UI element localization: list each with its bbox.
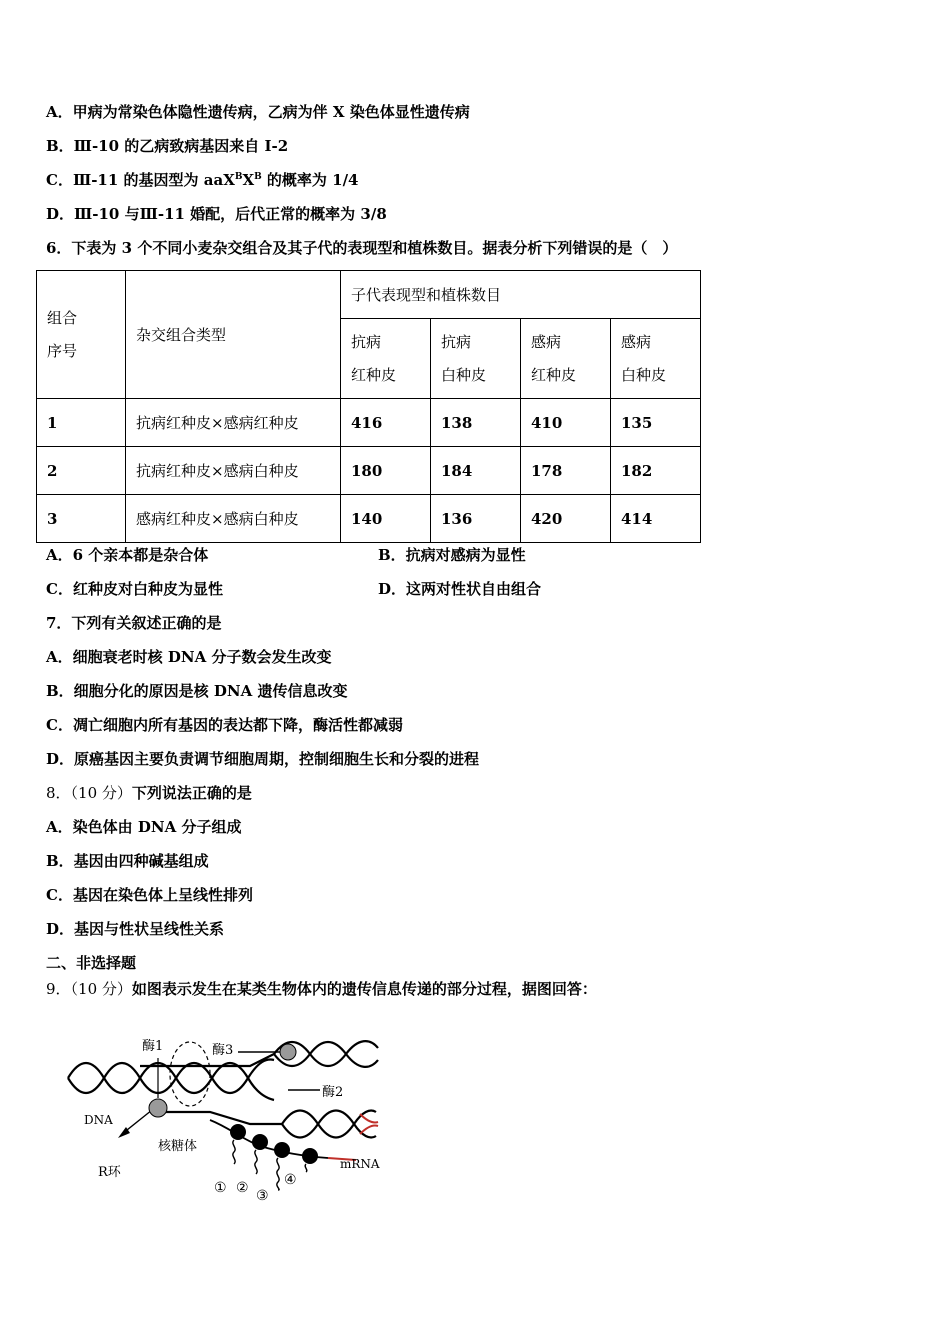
row-value: 410	[521, 399, 611, 447]
row-value: 420	[521, 495, 611, 543]
row-value: 180	[341, 447, 431, 495]
row-value: 184	[431, 447, 521, 495]
q7-option-c: C．凋亡细胞内所有基因的表达都下降，酶活性都减弱	[46, 716, 403, 734]
row-value: 416	[341, 399, 431, 447]
q8-option-a: A．染色体由 DNA 分子组成	[46, 818, 242, 836]
row-cross-type: 抗病红种皮×感病白种皮	[126, 447, 341, 495]
dna-helix-left	[68, 1063, 176, 1093]
table-row	[37, 495, 701, 543]
table-row	[37, 447, 701, 495]
row-value: 140	[341, 495, 431, 543]
label-dna: DNA	[84, 1113, 113, 1127]
row-value: 178	[521, 447, 611, 495]
row-cross-type: 抗病红种皮×感病红种皮	[126, 399, 341, 447]
q7-stem: 7．下列有关叙述正确的是	[46, 614, 222, 632]
header-cross-type: 杂交组合类型	[126, 271, 341, 399]
enzyme1-blob	[149, 1099, 167, 1117]
ribosome	[252, 1134, 268, 1150]
table-row	[37, 399, 701, 447]
polypeptide-chain	[233, 1140, 235, 1164]
q5-option-c: C．Ⅲ-11 的基因型为 $aaX^BX^B$ 的概率为 1/4	[46, 171, 359, 189]
label-ribosome: 核糖体	[158, 1139, 198, 1154]
label-chain-1: ①	[214, 1180, 227, 1196]
label-chain-3: ③	[256, 1188, 269, 1204]
q6-stem: 6．下表为 3 个不同小麦杂交组合及其子代的表现型和植株数目。据表分析下列错误的是（ ）	[46, 239, 678, 257]
subheader-cell: 感病 红种皮	[521, 319, 611, 399]
q6-option-b: B．抗病对感病为显性	[378, 546, 526, 564]
label-chain-4: ④	[284, 1172, 297, 1188]
q8-option-c: C．基因在染色体上呈线性排列	[46, 886, 253, 904]
r-loop-highlight	[170, 1042, 210, 1106]
q8-option-d: D．基因与性状呈线性关系	[46, 920, 225, 938]
gene-expression-figure	[60, 1028, 390, 1208]
polypeptide-chain	[277, 1158, 279, 1190]
subheader-cell: 抗病 白种皮	[431, 319, 521, 399]
label-enzyme3: 酶3	[212, 1043, 234, 1058]
q5-option-d: D．Ⅲ-10 与Ⅲ-11 婚配，后代正常的概率为 3/8	[46, 205, 387, 223]
q5-option-b: B．Ⅲ-10 的乙病致病基因来自 I-2	[46, 137, 289, 155]
header-group-number: 组合 序号	[37, 271, 126, 399]
polypeptide-chain	[255, 1150, 257, 1174]
label-r-loop: R环	[98, 1165, 121, 1180]
subheader-cell: 感病 白种皮	[611, 319, 701, 399]
header-offspring: 子代表现型和植株数目	[341, 271, 701, 319]
ribosome	[230, 1124, 246, 1140]
dna-helix-accent	[360, 1114, 378, 1123]
q6-option-c: C．红种皮对白种皮为显性	[46, 580, 223, 598]
q6-option-a: A．6 个亲本都是杂合体	[46, 546, 209, 564]
row-value: 414	[611, 495, 701, 543]
q8-stem: 8．（10 分）下列说法正确的是	[46, 784, 252, 802]
row-id: 2	[37, 447, 126, 495]
q7-option-a: A．细胞衰老时核 DNA 分子数会发生改变	[46, 648, 332, 666]
enzyme3-blob	[280, 1044, 296, 1060]
section-heading: 二、非选择题	[46, 954, 137, 972]
dna-helix-accent	[360, 1125, 378, 1134]
q5-option-a: A．甲病为常染色体隐性遗传病，乙病为伴 X 染色体显性遗传病	[46, 103, 470, 121]
q8-option-b: B．基因由四种碱基组成	[46, 852, 209, 870]
row-cross-type: 感病红种皮×感病白种皮	[126, 495, 341, 543]
label-chain-2: ②	[236, 1180, 249, 1196]
row-value: 135	[611, 399, 701, 447]
cross-results-table	[36, 270, 701, 543]
q6-option-d: D．这两对性状自由组合	[378, 580, 542, 598]
row-value: 136	[431, 495, 521, 543]
ribosome	[302, 1148, 318, 1164]
label-mrna: mRNA	[340, 1157, 380, 1171]
row-id: 1	[37, 399, 126, 447]
label-enzyme2: 酶2	[322, 1085, 344, 1100]
dna-helix-middle	[176, 1063, 274, 1100]
ribosome	[274, 1142, 290, 1158]
q7-option-d: D．原癌基因主要负责调节细胞周期，控制细胞生长和分裂的进程	[46, 750, 480, 768]
q9-stem: 9．（10 分）如图表示发生在某类生物体内的遗传信息传递的部分过程，据图回答：	[46, 980, 597, 998]
label-enzyme1: 酶1	[142, 1039, 164, 1054]
q7-option-b: B．细胞分化的原因是核 DNA 遗传信息改变	[46, 682, 348, 700]
polypeptide-chain	[305, 1164, 307, 1172]
row-value: 138	[431, 399, 521, 447]
dna-helix-left	[68, 1063, 176, 1093]
row-id: 3	[37, 495, 126, 543]
row-value: 182	[611, 447, 701, 495]
subheader-cell: 抗病 红种皮	[341, 319, 431, 399]
